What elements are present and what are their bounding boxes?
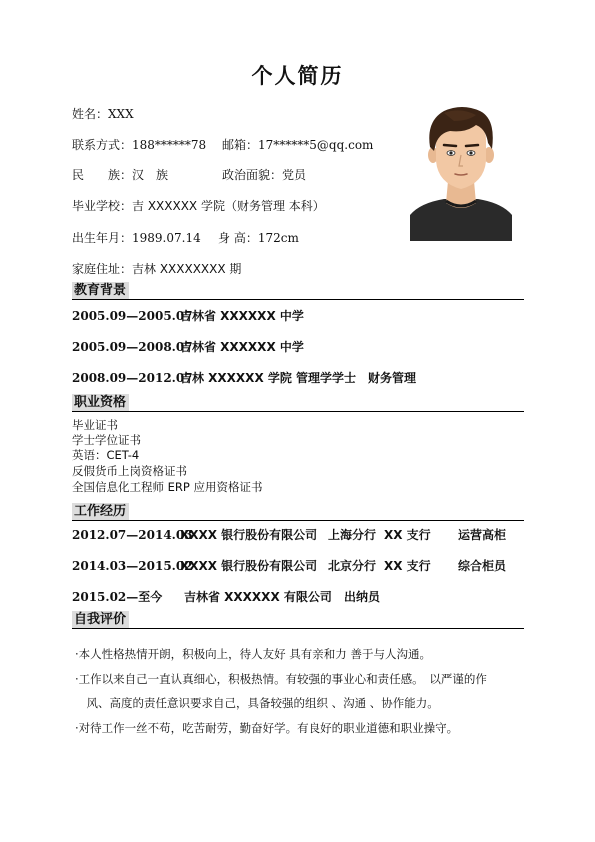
section-evaluation-title: 自我评价 (72, 611, 129, 628)
work-role: 运营高柜 (458, 528, 507, 542)
political-value: 党员 (282, 168, 307, 182)
section-work-title: 工作经历 (72, 503, 129, 520)
certificate-item: 反假货币上岗资格证书 (72, 464, 187, 478)
work-row (72, 590, 524, 604)
section-work (72, 502, 524, 521)
ethnic-value: 汉 族 (132, 168, 169, 182)
certificate-item: 毕业证书 (72, 418, 118, 432)
work-sub-branch: XX 支行 (384, 528, 431, 542)
ethnic-label: 民 族： (72, 168, 133, 182)
info-school (72, 199, 325, 213)
evaluation-line: ·工作以来自己一直认真细心，积极热情。有较强的事业心和责任感。 以严谨的作 (75, 672, 487, 686)
work-company: 吉林省 XXXXXX 有限公司 (184, 590, 332, 604)
work-period: 2015.02—至今 (72, 590, 163, 604)
email-value: 17******5@qq.com (258, 138, 374, 152)
work-company: XXXX 银行股份有限公司 (180, 559, 318, 573)
work-branch: 北京分行 (328, 559, 377, 573)
address-label: 家庭住址： (72, 262, 133, 276)
section-qualification (72, 393, 524, 412)
info-political (222, 168, 306, 182)
phone-label: 联系方式： (72, 138, 133, 152)
certificate-item: 英语：CET-4 (72, 448, 140, 462)
phone-value: 188******78 (132, 138, 207, 152)
height-value: 172cm (257, 231, 299, 245)
education-school: 吉林省 XXXXXX 中学 (180, 309, 304, 323)
school-value: 吉 XXXXXX 学院（财务管理 本科） (132, 199, 325, 213)
section-evaluation (72, 610, 524, 629)
work-row (72, 559, 524, 573)
work-sub-branch: XX 支行 (384, 559, 431, 573)
birth-value: 1989.07.14 (132, 231, 201, 245)
evaluation-line: ·对待工作一丝不苟，吃苦耐劳，勤奋好学。有良好的职业道德和职业操守。 (75, 721, 459, 735)
info-birth (72, 231, 201, 245)
name-value: XXX (108, 107, 134, 121)
info-phone (72, 138, 206, 152)
height-label: 身 高： (218, 231, 258, 245)
work-branch: 上海分行 (328, 528, 377, 542)
evaluation-line: ·本人性格热情开朗，积极向上，待人友好 具有亲和力 善于与人沟通。 (75, 647, 431, 661)
education-school: 吉林 XXXXXX 学院 (180, 371, 292, 385)
evaluation-line: 风、高度的责任意识要求自己，具备较强的组织 、沟通 、协作能力。 (75, 696, 439, 710)
name-label: 姓名： (72, 107, 109, 121)
work-row (72, 528, 524, 542)
avatar-portrait-icon (410, 103, 512, 241)
info-height (218, 231, 299, 245)
education-school: 吉林省 XXXXXX 中学 (180, 340, 304, 354)
info-ethnic (72, 168, 168, 182)
info-email (222, 138, 373, 152)
section-qualification-title: 职业资格 (72, 394, 129, 411)
education-row (72, 371, 524, 385)
education-field: 财务管理 (368, 371, 417, 385)
certificate-item: 学士学位证书 (72, 433, 141, 447)
work-period: 2014.03—2015.02 (72, 559, 193, 573)
work-branch: 出纳员 (344, 590, 381, 604)
political-label: 政治面貌： (222, 168, 283, 182)
work-role: 综合柜员 (458, 559, 507, 573)
education-period: 2005.09—2008.07 (72, 340, 193, 354)
section-education-title: 教育背景 (72, 282, 129, 299)
certificate-item: 全国信息化工程师 ERP 应用资格证书 (72, 480, 263, 494)
birth-label: 出生年月： (72, 231, 133, 245)
education-major: 管理学学士 (296, 371, 357, 385)
section-education (72, 281, 524, 300)
info-address (72, 262, 241, 276)
page-title: 个人简历 (251, 64, 344, 88)
profile-photo (410, 103, 512, 241)
email-label: 邮箱： (222, 138, 259, 152)
work-period: 2012.07—2014.03 (72, 528, 193, 542)
address-value: 吉林 XXXXXXXX 期 (132, 262, 242, 276)
education-period: 2008.09—2012.07 (72, 371, 193, 385)
education-period: 2005.09—2005.07 (72, 309, 193, 323)
education-row (72, 309, 524, 323)
school-label: 毕业学校： (72, 199, 133, 213)
work-company: XXXX 银行股份有限公司 (180, 528, 318, 542)
info-name (72, 107, 134, 121)
education-row (72, 340, 524, 354)
